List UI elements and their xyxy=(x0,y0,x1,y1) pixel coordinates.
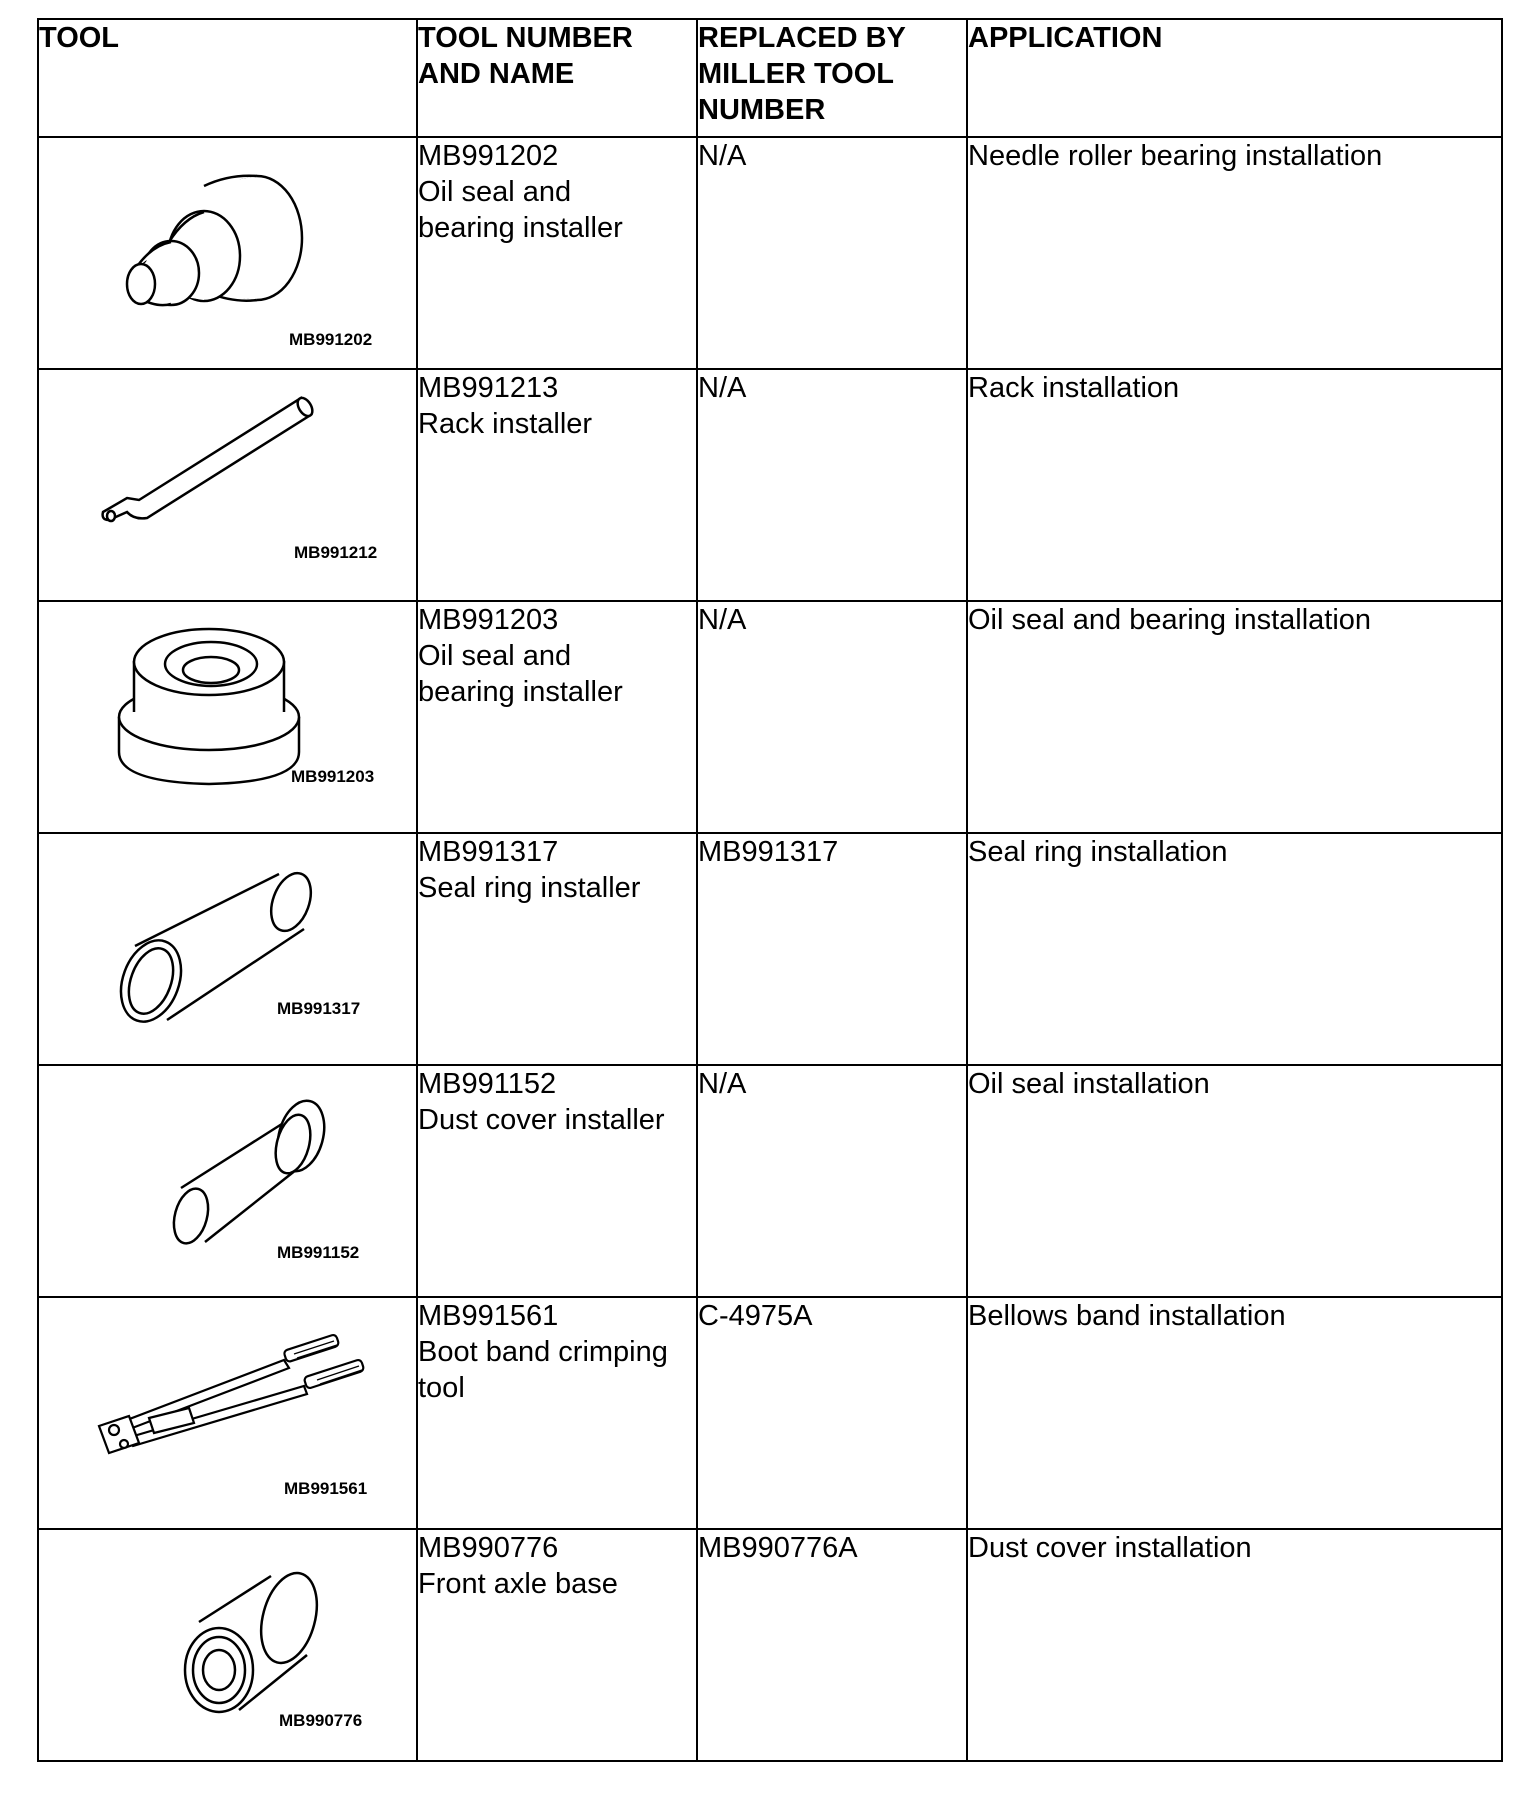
svg-text:MB991561: MB991561 xyxy=(284,1479,368,1498)
application-cell: Oil seal and bearing installation xyxy=(967,601,1502,833)
tool-image-cell xyxy=(38,833,417,1065)
tool-name-line: Seal ring installer xyxy=(418,872,641,904)
flanged-cylinder-installer-icon xyxy=(39,1066,416,1296)
tool-number-name-cell xyxy=(417,601,697,833)
tool-number: MB991203 xyxy=(418,604,559,636)
table-row xyxy=(38,1065,1502,1297)
tool-name-line: Oil seal and xyxy=(418,640,572,672)
tool-number: MB991213 xyxy=(418,372,559,404)
svg-text:MB990776: MB990776 xyxy=(279,1711,363,1730)
replaced-by-cell: C-4975A xyxy=(697,1297,967,1529)
replaced-by-cell: N/A xyxy=(697,137,967,369)
tool-image-cell xyxy=(38,601,417,833)
tool-number-name-cell xyxy=(417,1297,697,1529)
rod-installer-icon xyxy=(39,370,416,600)
tool-image-cell xyxy=(38,369,417,601)
replaced-by-cell: N/A xyxy=(697,601,967,833)
application-cell: Seal ring installation xyxy=(967,833,1502,1065)
header-tool: TOOL xyxy=(38,19,417,137)
replaced-by-cell: N/A xyxy=(697,369,967,601)
svg-text:MB991203: MB991203 xyxy=(291,767,375,786)
tool-number: MB991561 xyxy=(418,1300,559,1332)
application-cell: Rack installation xyxy=(967,369,1502,601)
tool-number-name-cell xyxy=(417,369,697,601)
application-cell: Dust cover installation xyxy=(967,1529,1502,1761)
table-row xyxy=(38,1297,1502,1529)
tool-name-line: Dust cover installer xyxy=(418,1104,665,1136)
tool-name-line: bearing installer xyxy=(418,212,623,244)
tool-name-line: bearing installer xyxy=(418,676,623,708)
table-row xyxy=(38,833,1502,1065)
header-replaced-by: REPLACED BY MILLER TOOL NUMBER xyxy=(697,19,967,137)
tool-number: MB991317 xyxy=(418,836,559,868)
tool-name-line: Oil seal and xyxy=(418,176,572,208)
tool-number: MB991152 xyxy=(418,1068,557,1100)
application-cell: Needle roller bearing installation xyxy=(967,137,1502,369)
svg-text:MB991202: MB991202 xyxy=(289,330,373,349)
ring-installer-icon xyxy=(39,602,416,832)
axle-base-cylinder-icon xyxy=(39,1530,416,1760)
tool-number-name-cell xyxy=(417,833,697,1065)
application-cell: Oil seal installation xyxy=(967,1065,1502,1297)
table-row xyxy=(38,137,1502,369)
tube-installer-icon xyxy=(39,834,416,1064)
table-row xyxy=(38,369,1502,601)
tool-image-cell xyxy=(38,1297,417,1529)
tool-image-cell xyxy=(38,137,417,369)
replaced-by-cell: N/A xyxy=(697,1065,967,1297)
header-tool-number-name: TOOL NUMBER AND NAME xyxy=(417,19,697,137)
stepped-cylinder-installer-icon xyxy=(39,138,416,368)
table-row xyxy=(38,601,1502,833)
replaced-by-cell: MB991317 xyxy=(697,833,967,1065)
svg-text:MB991317: MB991317 xyxy=(277,999,361,1018)
tool-name-line: Boot band crimping xyxy=(418,1336,668,1368)
tool-name-line: Front axle base xyxy=(418,1568,618,1600)
tool-number: MB990776 xyxy=(418,1532,559,1564)
tool-image-cell xyxy=(38,1065,417,1297)
tool-name-line: tool xyxy=(418,1372,465,1404)
svg-text:MB991152: MB991152 xyxy=(277,1243,360,1262)
replaced-by-cell: MB990776A xyxy=(697,1529,967,1761)
table-header-row xyxy=(38,19,1502,137)
tool-image-cell xyxy=(38,1529,417,1761)
tool-number: MB991202 xyxy=(418,140,559,172)
special-tools-table xyxy=(37,18,1503,1762)
header-application: APPLICATION xyxy=(967,19,1502,137)
application-cell: Bellows band installation xyxy=(967,1297,1502,1529)
table-row xyxy=(38,1529,1502,1761)
tool-number-name-cell xyxy=(417,1065,697,1297)
tool-number-name-cell xyxy=(417,1529,697,1761)
tool-number-name-cell xyxy=(417,137,697,369)
tool-name-line: Rack installer xyxy=(418,408,593,440)
crimping-pliers-icon xyxy=(39,1298,416,1528)
svg-text:MB991212: MB991212 xyxy=(294,543,378,562)
